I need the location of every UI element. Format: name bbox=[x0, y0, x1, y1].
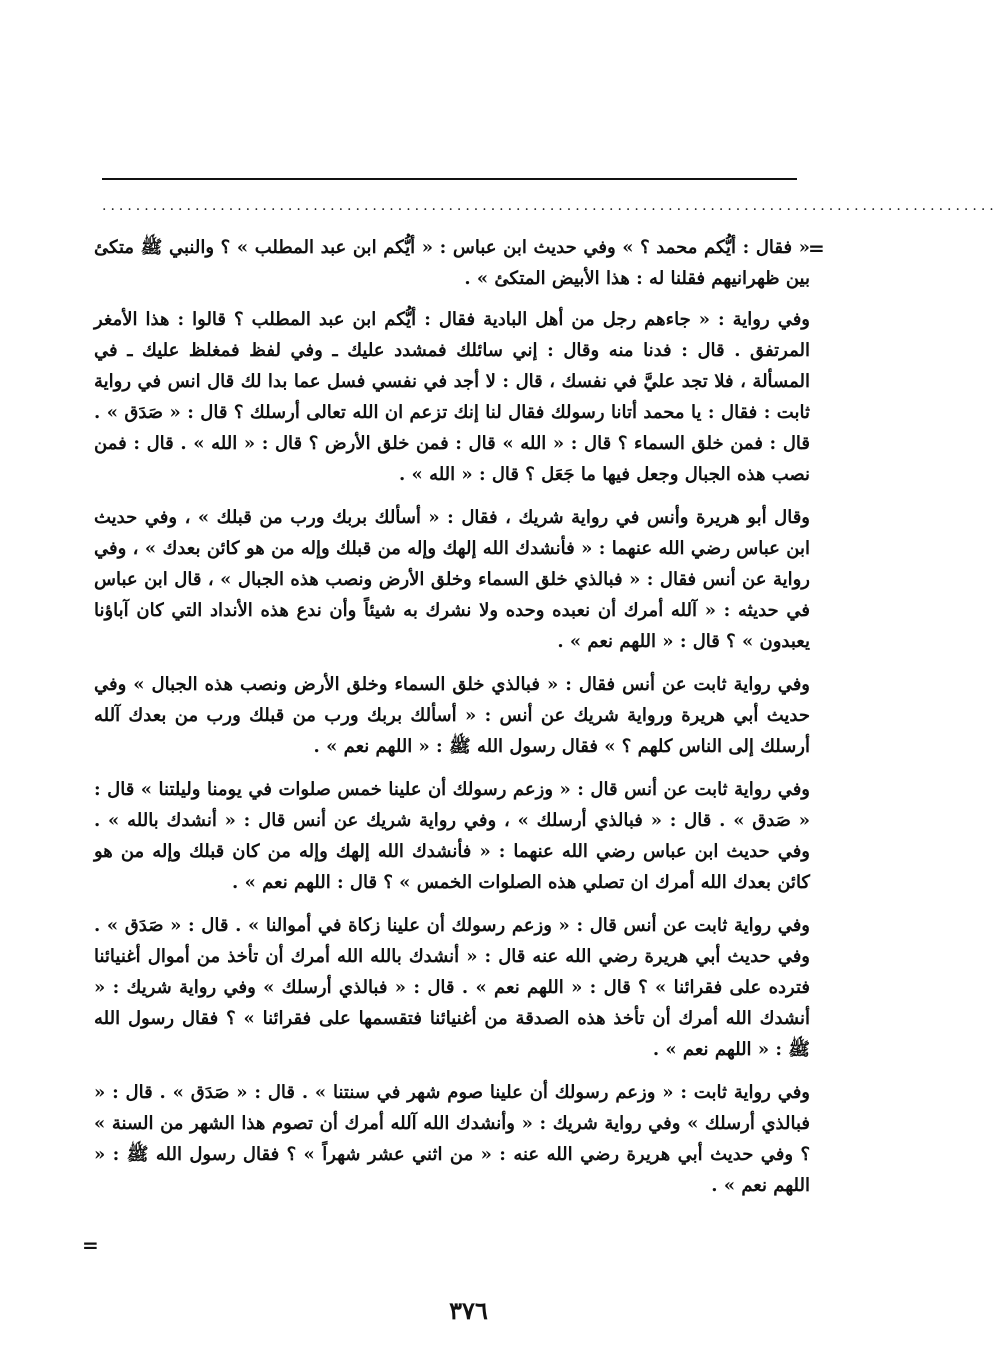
paragraph-5: وفي رواية ثابت عن أنس قال : « وزعم رسولك أن علينا خمس صلوات في يومنا وليلتنا » قال : « صَدق » . قال : « فبالذي أرسلك » ، وفي رواية شريك عن أنس قال : « أنشدك بالله » . وفي حديث ابن عباس رضي الله عنهما : « فأنشدك الله إلهك وإله من كان قبلك وإله من هو كائن بعدك الله أمرك ان تصلي هذه الصلوات الخمس » ؟ قال : اللهم نعم » . bbox=[94, 779, 810, 893]
continuation-mark-top: = bbox=[808, 236, 825, 260]
paragraph-1: « فقال : أيُّكم محمد ؟ » وفي حديث ابن عباس : « أيُّكم ابن عبد المطلب » ؟ والنبي ﷺ متكئ بين ظهرانيهم فقلنا له : هذا الأبيض المتكئ » . bbox=[94, 237, 810, 289]
paragraph-3: وقال أبو هريرة وأنس في رواية شريك ، فقال : « أسألك بربك ورب من قبلك » ، وفي حديث ابن عباس رضي الله عنهما : « فأنشدك الله إلهك وإله من قبلك وإله من هو كائن بعدك » ، وفي رواية عن أنس فقال : « فبالذي خلق السماء وخلق الأرض ونصب هذه الجبال » ، قال ابن عباس في حديثه : « آلله أمرك أن نعبده وحده ولا نشرك به شيئاً وأن ندع هذه الأنداد التي كان آباؤنا يعبدون » ؟ قال : « اللهم نعم » . bbox=[94, 507, 810, 652]
paragraph-7: وفي رواية ثابت : « وزعم رسولك أن علينا صوم شهر في سنتنا » . قال : « صَدَق » . قال : « فبالذي أرسلك » وفي رواية شريك : « وأنشدك الله آلله أمرك أن تصوم هذا الشهر من السنة » ؟ وفي حديث أبي هريرة رضي الله عنه : « من اثني عشر شهراً » ؟ فقال رسول الله ﷺ : « اللهم نعم » . bbox=[94, 1082, 810, 1196]
footnote-separator-line bbox=[102, 178, 797, 180]
continuation-mark-bottom: = bbox=[82, 1233, 99, 1257]
paragraph-6: وفي رواية ثابت عن أنس قال : « وزعم رسولك أن علينا زكاة في أموالنا » . قال : « صَدَق » . وفي حديث أبي هريرة رضي الله عنه قال : « أنشدك بالله الله أمرك أن تأخذ من أموال أغنيائنا فترده على فقرائنا » ؟ قال : « اللهم نعم » . قال : « فبالذي أرسلك » وفي رواية شريك : « أنشدك الله أمرك أن تأخذ هذه الصدقة من أغنيائنا فتقسمها على فقرائنا » ؟ فقال رسول الله ﷺ : « اللهم نعم » . bbox=[94, 915, 810, 1060]
footnote-text bbox=[94, 232, 810, 1213]
dotted-separator-line: .......................................................................................................... bbox=[102, 198, 998, 214]
paragraph-4: وفي رواية ثابت عن أنس فقال : « فبالذي خلق السماء وخلق الأرض ونصب هذه الجبال » وفي حديث أبي هريرة ورواية شريك عن أنس : « أسألك بربك ورب من قبلك ورب من بعدك آلله أرسلك إلى الناس كلهم ؟ » فقال رسول الله ﷺ : « اللهم نعم » . bbox=[94, 674, 810, 757]
paragraph-2: وفي رواية : « جاءهم رجل من أهل البادية فقال : أيُّكم ابن عبد المطلب ؟ قالوا : هذا الأمغر المرتفق . قال : فدنا منه وقال : إني سائلك فمشدد عليك ـ وفي لفظ فمغلظ عليك ـ في المسألة ، فلا تجد عليَّ في نفسك ، قال : لا أجد في نفسي فسل عما بدا لك قال انس في رواية ثابت : فقال : يا محمد أتانا رسولك فقال لنا إنك تزعم ان الله تعالى أرسلك ؟ قال : « صَدَق » . قال : فمن خلق السماء ؟ قال : « الله » قال : فمن خلق الأرض ؟ قال : « الله » . قال : فمن نصب هذه الجبال وجعل فيها ما جَعَل ؟ قال : « الله » . bbox=[94, 309, 810, 485]
page-number: ٣٧٦ bbox=[449, 1296, 488, 1325]
